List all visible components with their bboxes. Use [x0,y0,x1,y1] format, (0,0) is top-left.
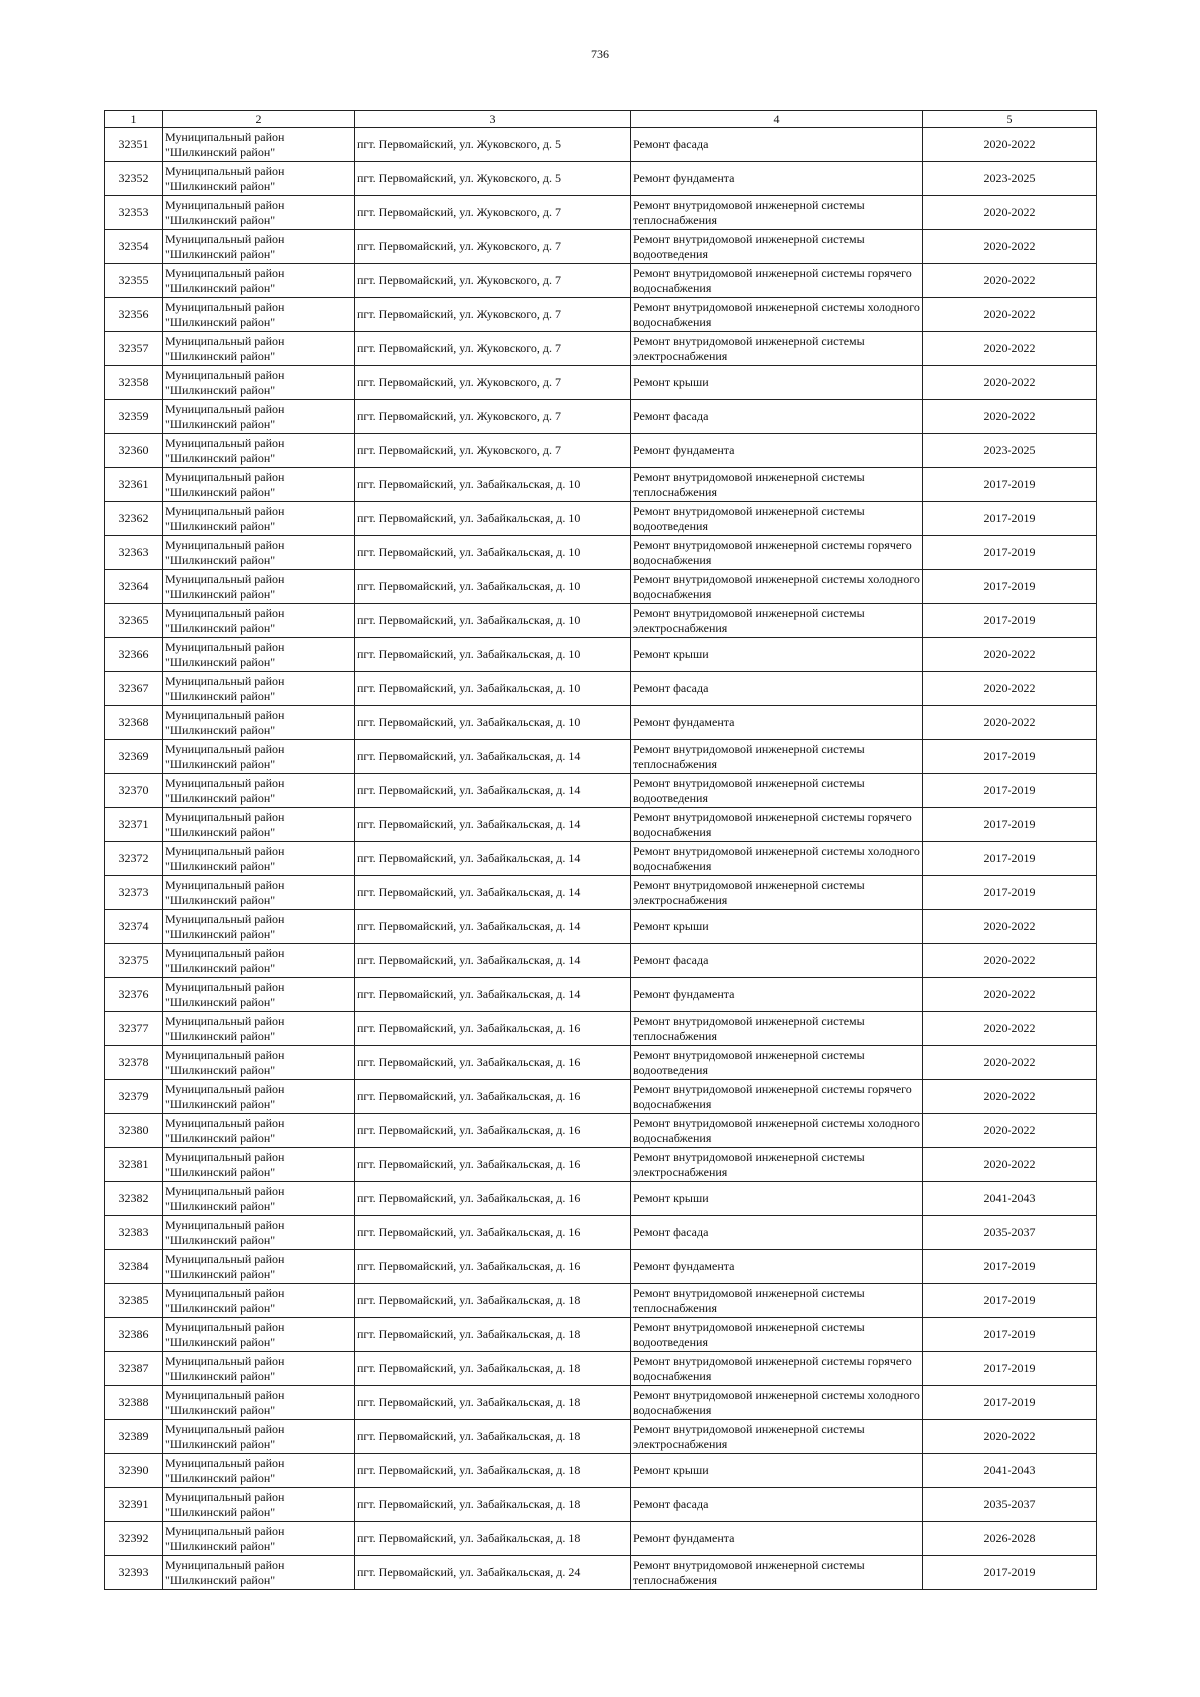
period-cell: 2020-2022 [923,910,1097,944]
table-row [105,536,1097,570]
work-type-cell: Ремонт внутридомовой инженерной системы холодного водоснабжения [631,842,923,876]
table-row [105,1046,1097,1080]
header-row [105,111,1097,128]
work-type-cell: Ремонт внутридомовой инженерной системы электроснабжения [631,1420,923,1454]
work-type-cell: Ремонт внутридомовой инженерной системы водоотведения [631,1046,923,1080]
column-header-5: 5 [923,111,1097,128]
work-type-cell: Ремонт фундамента [631,706,923,740]
table-row [105,1386,1097,1420]
row-number: 32372 [105,842,163,876]
address-cell: пгт. Первомайский, ул. Жуковского, д. 5 [355,128,631,162]
row-number: 32392 [105,1522,163,1556]
table-row [105,502,1097,536]
address-cell: пгт. Первомайский, ул. Забайкальская, д. 10 [355,638,631,672]
work-type-cell: Ремонт внутридомовой инженерной системы горячего водоснабжения [631,808,923,842]
row-number: 32390 [105,1454,163,1488]
row-number: 32362 [105,502,163,536]
work-type-cell: Ремонт внутридомовой инженерной системы горячего водоснабжения [631,536,923,570]
row-number: 32351 [105,128,163,162]
address-cell: пгт. Первомайский, ул. Забайкальская, д. 10 [355,672,631,706]
municipality-cell: Муниципальный район "Шилкинский район" [163,978,355,1012]
work-type-cell: Ремонт внутридомовой инженерной системы горячего водоснабжения [631,264,923,298]
municipality-cell: Муниципальный район "Шилкинский район" [163,1114,355,1148]
repair-schedule-table [104,110,1097,1590]
municipality-cell: Муниципальный район "Шилкинский район" [163,400,355,434]
municipality-cell: Муниципальный район "Шилкинский район" [163,604,355,638]
table-row [105,638,1097,672]
work-type-cell: Ремонт внутридомовой инженерной системы горячего водоснабжения [631,1080,923,1114]
period-cell: 2020-2022 [923,298,1097,332]
period-cell: 2020-2022 [923,1046,1097,1080]
address-cell: пгт. Первомайский, ул. Забайкальская, д. 16 [355,1182,631,1216]
work-type-cell: Ремонт внутридомовой инженерной системы теплоснабжения [631,1012,923,1046]
period-cell: 2023-2025 [923,162,1097,196]
row-number: 32360 [105,434,163,468]
table-row [105,604,1097,638]
work-type-cell: Ремонт внутридомовой инженерной системы теплоснабжения [631,196,923,230]
municipality-cell: Муниципальный район "Шилкинский район" [163,1488,355,1522]
work-type-cell: Ремонт фундамента [631,978,923,1012]
municipality-cell: Муниципальный район "Шилкинский район" [163,910,355,944]
table-row [105,910,1097,944]
work-type-cell: Ремонт крыши [631,1182,923,1216]
period-cell: 2035-2037 [923,1216,1097,1250]
period-cell: 2017-2019 [923,1556,1097,1590]
period-cell: 2017-2019 [923,808,1097,842]
row-number: 32385 [105,1284,163,1318]
period-cell: 2017-2019 [923,1352,1097,1386]
row-number: 32357 [105,332,163,366]
municipality-cell: Муниципальный район "Шилкинский район" [163,1386,355,1420]
municipality-cell: Муниципальный район "Шилкинский район" [163,1556,355,1590]
municipality-cell: Муниципальный район "Шилкинский район" [163,570,355,604]
row-number: 32380 [105,1114,163,1148]
municipality-cell: Муниципальный район "Шилкинский район" [163,162,355,196]
row-number: 32369 [105,740,163,774]
period-cell: 2020-2022 [923,1080,1097,1114]
table-row [105,1352,1097,1386]
table-row [105,230,1097,264]
row-number: 32367 [105,672,163,706]
municipality-cell: Муниципальный район "Шилкинский район" [163,1420,355,1454]
address-cell: пгт. Первомайский, ул. Забайкальская, д. 10 [355,468,631,502]
table-row [105,1080,1097,1114]
address-cell: пгт. Первомайский, ул. Забайкальская, д. 14 [355,876,631,910]
work-type-cell: Ремонт внутридомовой инженерной системы холодного водоснабжения [631,1386,923,1420]
municipality-cell: Муниципальный район "Шилкинский район" [163,502,355,536]
table-row [105,1148,1097,1182]
municipality-cell: Муниципальный район "Шилкинский район" [163,706,355,740]
municipality-cell: Муниципальный район "Шилкинский район" [163,740,355,774]
work-type-cell: Ремонт фасада [631,1216,923,1250]
table-row [105,706,1097,740]
row-number: 32359 [105,400,163,434]
address-cell: пгт. Первомайский, ул. Забайкальская, д. 18 [355,1284,631,1318]
period-cell: 2017-2019 [923,570,1097,604]
row-number: 32375 [105,944,163,978]
period-cell: 2020-2022 [923,672,1097,706]
address-cell: пгт. Первомайский, ул. Забайкальская, д. 16 [355,1080,631,1114]
work-type-cell: Ремонт внутридомовой инженерной системы теплоснабжения [631,1556,923,1590]
column-header-1: 1 [105,111,163,128]
address-cell: пгт. Первомайский, ул. Забайкальская, д. 16 [355,1046,631,1080]
work-type-cell: Ремонт внутридомовой инженерной системы горячего водоснабжения [631,1352,923,1386]
row-number: 32379 [105,1080,163,1114]
address-cell: пгт. Первомайский, ул. Жуковского, д. 7 [355,264,631,298]
work-type-cell: Ремонт фасада [631,1488,923,1522]
period-cell: 2035-2037 [923,1488,1097,1522]
table-header [105,111,1097,128]
table-row [105,1114,1097,1148]
row-number: 32373 [105,876,163,910]
period-cell: 2017-2019 [923,604,1097,638]
table-row [105,298,1097,332]
row-number: 32376 [105,978,163,1012]
address-cell: пгт. Первомайский, ул. Забайкальская, д. 16 [355,1012,631,1046]
address-cell: пгт. Первомайский, ул. Жуковского, д. 7 [355,400,631,434]
municipality-cell: Муниципальный район "Шилкинский район" [163,264,355,298]
period-cell: 2017-2019 [923,502,1097,536]
row-number: 32370 [105,774,163,808]
address-cell: пгт. Первомайский, ул. Забайкальская, д. 18 [355,1386,631,1420]
municipality-cell: Муниципальный район "Шилкинский район" [163,774,355,808]
work-type-cell: Ремонт фундамента [631,1522,923,1556]
table-row [105,842,1097,876]
period-cell: 2017-2019 [923,842,1097,876]
municipality-cell: Муниципальный район "Шилкинский район" [163,1216,355,1250]
table-row [105,1318,1097,1352]
work-type-cell: Ремонт внутридомовой инженерной системы теплоснабжения [631,740,923,774]
period-cell: 2017-2019 [923,774,1097,808]
municipality-cell: Муниципальный район "Шилкинский район" [163,298,355,332]
address-cell: пгт. Первомайский, ул. Забайкальская, д. 10 [355,536,631,570]
municipality-cell: Муниципальный район "Шилкинский район" [163,638,355,672]
municipality-cell: Муниципальный район "Шилкинский район" [163,1352,355,1386]
row-number: 32366 [105,638,163,672]
row-number: 32363 [105,536,163,570]
address-cell: пгт. Первомайский, ул. Забайкальская, д. 18 [355,1352,631,1386]
row-number: 32388 [105,1386,163,1420]
table-row [105,1012,1097,1046]
address-cell: пгт. Первомайский, ул. Забайкальская, д. 16 [355,1250,631,1284]
work-type-cell: Ремонт фасада [631,944,923,978]
work-type-cell: Ремонт внутридомовой инженерной системы водоотведения [631,774,923,808]
period-cell: 2020-2022 [923,230,1097,264]
address-cell: пгт. Первомайский, ул. Забайкальская, д. 16 [355,1148,631,1182]
table-row [105,400,1097,434]
period-cell: 2017-2019 [923,1250,1097,1284]
municipality-cell: Муниципальный район "Шилкинский район" [163,1012,355,1046]
period-cell: 2020-2022 [923,366,1097,400]
period-cell: 2020-2022 [923,128,1097,162]
municipality-cell: Муниципальный район "Шилкинский район" [163,1284,355,1318]
address-cell: пгт. Первомайский, ул. Забайкальская, д. 14 [355,774,631,808]
municipality-cell: Муниципальный район "Шилкинский район" [163,230,355,264]
table-row [105,468,1097,502]
row-number: 32356 [105,298,163,332]
address-cell: пгт. Первомайский, ул. Жуковского, д. 7 [355,196,631,230]
address-cell: пгт. Первомайский, ул. Забайкальская, д. 14 [355,842,631,876]
table-row [105,740,1097,774]
address-cell: пгт. Первомайский, ул. Забайкальская, д. 14 [355,944,631,978]
table-row [105,196,1097,230]
work-type-cell: Ремонт внутридомовой инженерной системы теплоснабжения [631,1284,923,1318]
address-cell: пгт. Первомайский, ул. Забайкальская, д. 18 [355,1318,631,1352]
page-number: 736 [591,47,609,61]
address-cell: пгт. Первомайский, ул. Забайкальская, д. 24 [355,1556,631,1590]
row-number: 32386 [105,1318,163,1352]
municipality-cell: Муниципальный район "Шилкинский район" [163,672,355,706]
address-cell: пгт. Первомайский, ул. Забайкальская, д. 10 [355,706,631,740]
period-cell: 2041-2043 [923,1182,1097,1216]
address-cell: пгт. Первомайский, ул. Забайкальская, д. 18 [355,1420,631,1454]
address-cell: пгт. Первомайский, ул. Забайкальская, д. 10 [355,570,631,604]
table-row [105,1216,1097,1250]
work-type-cell: Ремонт внутридомовой инженерной системы водоотведения [631,230,923,264]
work-type-cell: Ремонт фундамента [631,162,923,196]
work-type-cell: Ремонт внутридомовой инженерной системы холодного водоснабжения [631,1114,923,1148]
period-cell: 2020-2022 [923,978,1097,1012]
period-cell: 2017-2019 [923,1318,1097,1352]
municipality-cell: Муниципальный район "Шилкинский район" [163,366,355,400]
work-type-cell: Ремонт крыши [631,1454,923,1488]
address-cell: пгт. Первомайский, ул. Жуковского, д. 7 [355,230,631,264]
address-cell: пгт. Первомайский, ул. Жуковского, д. 7 [355,298,631,332]
table-row [105,1556,1097,1590]
municipality-cell: Муниципальный район "Шилкинский район" [163,196,355,230]
table-row [105,128,1097,162]
period-cell: 2020-2022 [923,400,1097,434]
municipality-cell: Муниципальный район "Шилкинский район" [163,128,355,162]
table-row [105,876,1097,910]
row-number: 32361 [105,468,163,502]
period-cell: 2020-2022 [923,1114,1097,1148]
work-type-cell: Ремонт внутридомовой инженерной системы холодного водоснабжения [631,298,923,332]
period-cell: 2020-2022 [923,196,1097,230]
address-cell: пгт. Первомайский, ул. Забайкальская, д. 18 [355,1488,631,1522]
row-number: 32365 [105,604,163,638]
row-number: 32384 [105,1250,163,1284]
municipality-cell: Муниципальный район "Шилкинский район" [163,1148,355,1182]
table-row [105,264,1097,298]
table-row [105,1522,1097,1556]
table-row [105,978,1097,1012]
address-cell: пгт. Первомайский, ул. Жуковского, д. 7 [355,332,631,366]
row-number: 32354 [105,230,163,264]
municipality-cell: Муниципальный район "Шилкинский район" [163,1318,355,1352]
address-cell: пгт. Первомайский, ул. Забайкальская, д. 16 [355,1216,631,1250]
row-number: 32382 [105,1182,163,1216]
address-cell: пгт. Первомайский, ул. Жуковского, д. 7 [355,434,631,468]
address-cell: пгт. Первомайский, ул. Жуковского, д. 7 [355,366,631,400]
period-cell: 2026-2028 [923,1522,1097,1556]
table-row [105,1284,1097,1318]
table-row [105,944,1097,978]
table-row [105,1420,1097,1454]
work-type-cell: Ремонт внутридомовой инженерной системы электроснабжения [631,876,923,910]
address-cell: пгт. Первомайский, ул. Забайкальская, д. 18 [355,1522,631,1556]
row-number: 32381 [105,1148,163,1182]
period-cell: 2020-2022 [923,332,1097,366]
table-row [105,1182,1097,1216]
work-type-cell: Ремонт внутридомовой инженерной системы электроснабжения [631,1148,923,1182]
row-number: 32378 [105,1046,163,1080]
address-cell: пгт. Первомайский, ул. Забайкальская, д. 14 [355,910,631,944]
work-type-cell: Ремонт крыши [631,910,923,944]
column-header-3: 3 [355,111,631,128]
table-row [105,672,1097,706]
address-cell: пгт. Первомайский, ул. Забайкальская, д. 10 [355,604,631,638]
row-number: 32377 [105,1012,163,1046]
column-header-4: 4 [631,111,923,128]
row-number: 32374 [105,910,163,944]
period-cell: 2020-2022 [923,944,1097,978]
row-number: 32352 [105,162,163,196]
row-number: 32389 [105,1420,163,1454]
work-type-cell: Ремонт фасада [631,400,923,434]
table-row [105,1250,1097,1284]
table-row [105,434,1097,468]
municipality-cell: Муниципальный район "Шилкинский район" [163,944,355,978]
table-row [105,162,1097,196]
period-cell: 2020-2022 [923,1148,1097,1182]
municipality-cell: Муниципальный район "Шилкинский район" [163,876,355,910]
table-body [105,128,1097,1590]
work-type-cell: Ремонт внутридомовой инженерной системы электроснабжения [631,604,923,638]
row-number: 32391 [105,1488,163,1522]
municipality-cell: Муниципальный район "Шилкинский район" [163,536,355,570]
row-number: 32393 [105,1556,163,1590]
period-cell: 2020-2022 [923,1012,1097,1046]
municipality-cell: Муниципальный район "Шилкинский район" [163,808,355,842]
period-cell: 2017-2019 [923,876,1097,910]
period-cell: 2017-2019 [923,536,1097,570]
table-row [105,1488,1097,1522]
work-type-cell: Ремонт внутридомовой инженерной системы водоотведения [631,1318,923,1352]
period-cell: 2017-2019 [923,1386,1097,1420]
address-cell: пгт. Первомайский, ул. Забайкальская, д. 18 [355,1454,631,1488]
period-cell: 2017-2019 [923,740,1097,774]
municipality-cell: Муниципальный район "Шилкинский район" [163,1522,355,1556]
row-number: 32387 [105,1352,163,1386]
table-row [105,808,1097,842]
row-number: 32358 [105,366,163,400]
table-row [105,332,1097,366]
work-type-cell: Ремонт внутридомовой инженерной системы холодного водоснабжения [631,570,923,604]
municipality-cell: Муниципальный район "Шилкинский район" [163,1046,355,1080]
work-type-cell: Ремонт внутридомовой инженерной системы водоотведения [631,502,923,536]
municipality-cell: Муниципальный район "Шилкинский район" [163,468,355,502]
work-type-cell: Ремонт фасада [631,128,923,162]
row-number: 32355 [105,264,163,298]
period-cell: 2017-2019 [923,1284,1097,1318]
municipality-cell: Муниципальный район "Шилкинский район" [163,1454,355,1488]
work-type-cell: Ремонт фундамента [631,434,923,468]
municipality-cell: Муниципальный район "Шилкинский район" [163,1250,355,1284]
municipality-cell: Муниципальный район "Шилкинский район" [163,434,355,468]
table-row [105,774,1097,808]
period-cell: 2017-2019 [923,468,1097,502]
table-row [105,570,1097,604]
municipality-cell: Муниципальный район "Шилкинский район" [163,1080,355,1114]
address-cell: пгт. Первомайский, ул. Забайкальская, д. 14 [355,808,631,842]
municipality-cell: Муниципальный район "Шилкинский район" [163,1182,355,1216]
row-number: 32364 [105,570,163,604]
period-cell: 2041-2043 [923,1454,1097,1488]
address-cell: пгт. Первомайский, ул. Забайкальская, д. 14 [355,978,631,1012]
row-number: 32371 [105,808,163,842]
municipality-cell: Муниципальный район "Шилкинский район" [163,332,355,366]
period-cell: 2020-2022 [923,638,1097,672]
municipality-cell: Муниципальный район "Шилкинский район" [163,842,355,876]
work-type-cell: Ремонт внутридомовой инженерной системы электроснабжения [631,332,923,366]
table-row [105,366,1097,400]
row-number: 32353 [105,196,163,230]
column-header-2: 2 [163,111,355,128]
period-cell: 2020-2022 [923,706,1097,740]
address-cell: пгт. Первомайский, ул. Забайкальская, д. 16 [355,1114,631,1148]
work-type-cell: Ремонт крыши [631,638,923,672]
row-number: 32383 [105,1216,163,1250]
work-type-cell: Ремонт внутридомовой инженерной системы теплоснабжения [631,468,923,502]
work-type-cell: Ремонт фасада [631,672,923,706]
address-cell: пгт. Первомайский, ул. Забайкальская, д. 10 [355,502,631,536]
address-cell: пгт. Первомайский, ул. Жуковского, д. 5 [355,162,631,196]
address-cell: пгт. Первомайский, ул. Забайкальская, д. 14 [355,740,631,774]
period-cell: 2023-2025 [923,434,1097,468]
work-type-cell: Ремонт фундамента [631,1250,923,1284]
work-type-cell: Ремонт крыши [631,366,923,400]
row-number: 32368 [105,706,163,740]
period-cell: 2020-2022 [923,1420,1097,1454]
table-row [105,1454,1097,1488]
period-cell: 2020-2022 [923,264,1097,298]
